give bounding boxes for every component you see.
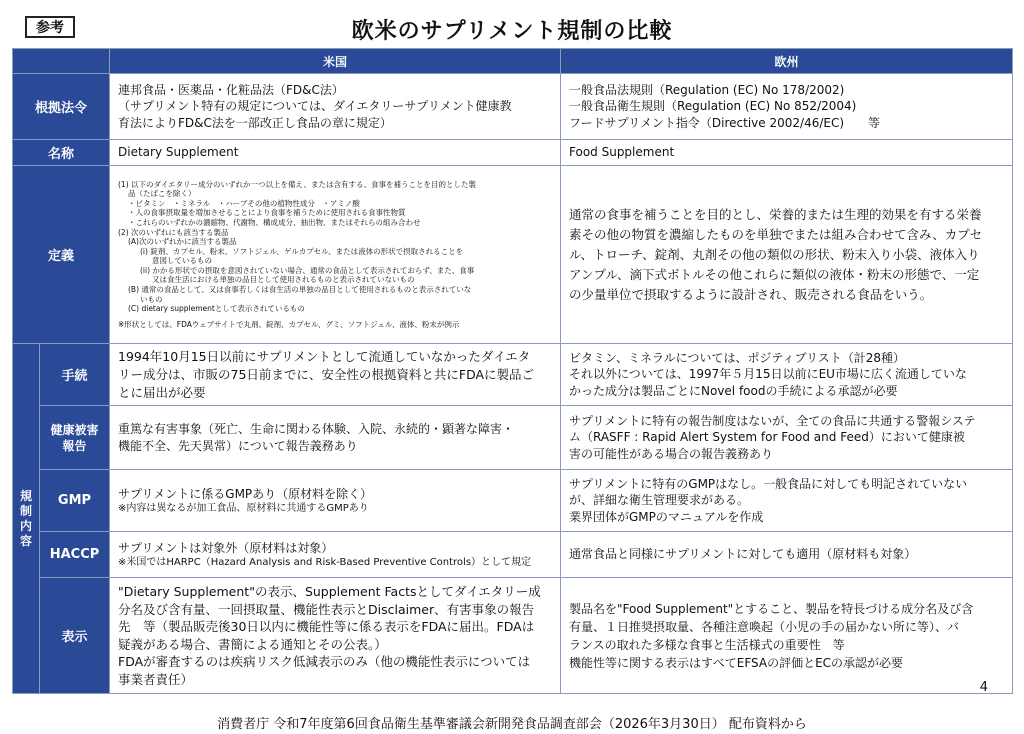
- def-line: (i) 錠剤、カプセル、粉末、ソフトジェル、ゲルカプセル、または液体の形状で摂取されることを: [140, 246, 464, 256]
- labeling-us-line: 分名及び含有量、一回摂取量、機能性表示とDisclaimer、有害事象の報告: [118, 601, 535, 617]
- def-line: ・これらのいずれかの濃縮物、代謝物、構成成分、抽出物、またはそれらの組み合わせ: [128, 217, 421, 227]
- gmp-us-note: ※内容は異なるが加工食品、原材料に共通するGMPあり: [118, 503, 369, 515]
- def-line: ・ビタミン ・ミネラル ・ハーブその他の植物性成分 ・アミノ酸: [128, 198, 360, 208]
- comparison-table: [12, 48, 1013, 694]
- law-eu-line: 一般食品衛生規則（Regulation (EC) No 852/2004): [569, 99, 857, 114]
- labeling-us-line: "Dietary Supplement"の表示、Supplement Factsとしてダイエタリー成: [118, 584, 541, 599]
- group-label-text: 規制内容: [19, 488, 32, 548]
- procedure-eu: [561, 344, 1013, 406]
- row-label-procedure: 手続: [40, 344, 110, 406]
- health-eu-line: サプリメントに特有の報告制度はないが、全ての食品に共通する警報システ: [569, 413, 976, 428]
- row-label-definition: 定義: [13, 166, 110, 344]
- row-label-haccp: HACCP: [40, 532, 110, 578]
- procedure-us: [110, 344, 561, 406]
- labeling-us-line: 事業者責任）: [118, 671, 194, 687]
- labeling-us-line: FDAが審査するのは疾病リスク低減表示のみ（他の機能性表示については: [118, 654, 531, 669]
- row-label-health-line: 報告: [62, 438, 87, 453]
- labeling-eu-line: 有量、１日推奨摂取量、各種注意喚起（小児の手の届かない所に等）、バ: [569, 619, 960, 634]
- header-row: [13, 49, 1013, 74]
- labeling-eu-line: 製品名を"Food Supplement"とすること、製品を特長づける成分名及び含: [569, 601, 974, 616]
- haccp-us: [110, 532, 561, 578]
- def-line: (C) dietary supplementとして表示されているもの: [128, 304, 305, 314]
- gmp-eu-line: が、詳細な衛生管理要求がある。: [569, 493, 750, 508]
- row-law: [13, 74, 1013, 140]
- row-label-health: [40, 406, 110, 470]
- row-health: [13, 406, 1013, 470]
- row-gmp: [13, 470, 1013, 532]
- labeling-us-line: 先 等（製品販売後30日以内に機能性等に係る表示をFDAに届出。FDAは: [118, 619, 535, 634]
- def-line: 又は食生活における単独の品目として使用されるものと表示されていないもの: [152, 275, 415, 285]
- def-eu-line: の少量単位で摂取するように設計され、販売される食品をいう。: [569, 286, 933, 302]
- def-line: (B) 通常の食品として、又は食事若しくは食生活の単独の品目として使用されるものと表示されていな: [128, 285, 472, 295]
- gmp-eu-line: サプリメントに特有のGMPはなし。一般食品に対しても明記されていない: [569, 476, 968, 491]
- health-eu: [561, 406, 1013, 470]
- header-us: 米国: [110, 49, 561, 74]
- procedure-us-line: 1994年10月15日以前にサプリメントとして流通していなかったダイエタ: [118, 348, 531, 364]
- labeling-us: [110, 578, 561, 694]
- gmp-eu: [561, 470, 1013, 532]
- row-label-gmp: GMP: [40, 470, 110, 532]
- page-number: 4: [979, 680, 988, 695]
- row-procedure: [13, 344, 1013, 406]
- row-labeling: [13, 578, 1013, 694]
- source-footer: 消費者庁 令和7年度第6回食品衛生基準審議会新開発食品調査部会（2026年3月30日） 配布資料から: [217, 717, 807, 732]
- def-eu-line: アンプル、滴下式ボトルその他これらに類似の液体・粉末の形態で、一定: [569, 266, 980, 282]
- procedure-eu-line: ビタミン、ミネラルについては、ポジティブリスト（計28種）: [569, 350, 906, 365]
- def-line: (1) 以下のダイエタリー成分のいずれか一つ以上を備え、または含有する、食事を補うことを目的とした製: [118, 179, 477, 189]
- row-haccp: [13, 532, 1013, 578]
- law-us-line: 育法によりFD&C法を一部改正し食品の章に規定）: [118, 115, 392, 130]
- definition-us: [110, 166, 561, 344]
- law-eu-line: 一般食品法規則（Regulation (EC) No 178/2002): [569, 82, 845, 97]
- health-us-line: 機能不全、先天異常）について報告義務あり: [118, 438, 358, 453]
- reference-badge: 参考: [25, 16, 75, 38]
- procedure-us-line: リー成分は、市販の75日前までに、安全性の根拠資料と共にFDAに製品ご: [118, 366, 535, 382]
- row-label-law: 根拠法令: [13, 74, 110, 140]
- gmp-us-main: サプリメントに係るGMPあり（原材料を除く）: [118, 486, 373, 501]
- row-label-health-line: 健康被害: [50, 422, 99, 437]
- health-us-line: 重篤な有害事象（死亡、生命に関わる体験、入院、永続的・顕著な障害・: [118, 422, 515, 436]
- def-eu-line: ル、トローチ、錠剤、丸剤その他の類似の形状、粉末入り小袋、液体入り: [569, 246, 980, 262]
- health-eu-line: ム（RASFF : Rapid Alert System for Food and Feed）において健康被: [569, 430, 965, 445]
- haccp-us-main: サプリメントは対象外（原材料は対象）: [118, 540, 334, 555]
- def-line: いもの: [140, 294, 163, 304]
- def-line: 品（たばこを除く）: [128, 189, 196, 199]
- def-line: ・人の食事摂取量を増加させることにより食事を補うために使用される食事性物質: [128, 208, 406, 218]
- gmp-eu-line: 業界団体がGMPのマニュアルを作成: [569, 509, 764, 524]
- haccp-eu: 通常食品と同様にサプリメントに対しても適用（原材料も対象）: [561, 532, 1013, 578]
- law-us-line: 連邦食品・医薬品・化粧品法（FD&C法）: [118, 82, 344, 97]
- name-us: Dietary Supplement: [110, 140, 561, 166]
- group-label-regulation: [13, 344, 40, 694]
- health-us: [110, 406, 561, 470]
- gmp-us: [110, 470, 561, 532]
- procedure-us-line: とに届出が必要: [118, 384, 206, 400]
- labeling-eu-line: ランスの取れた多様な食事と生活様式の重要性 等: [569, 637, 845, 652]
- procedure-eu-line: かった成分は製品ごとにNovel foodの手続による承認が必要: [569, 383, 898, 398]
- row-definition: [13, 166, 1013, 344]
- def-line: (A)次のいずれかに該当する製品: [128, 237, 237, 247]
- row-label-name: 名称: [13, 140, 110, 166]
- def-note: ※形状としては、FDAウェブサイトで丸剤、錠剤、カプセル、グミ、ソフトジェル、液体、粉末が例示: [118, 319, 460, 329]
- name-eu: Food Supplement: [561, 140, 1013, 166]
- header-eu: 欧州: [561, 49, 1013, 74]
- def-line: 意図しているもの: [152, 256, 212, 266]
- def-line: (ii) かかる形状での摂取を意図されていない場合、通常の食品として表示されておらず、また、食事: [140, 265, 475, 275]
- health-eu-line: 害の可能性がある場合の報告義務あり: [569, 446, 774, 461]
- def-eu-line: 素その他の物質を濃縮したものを単独でまたは組み合わせて含み、カプセ: [569, 226, 983, 242]
- labeling-us-line: 疑義がある場合、書簡による通知とその公表。）: [118, 636, 387, 652]
- def-line: (2) 次のいずれにも該当する製品: [118, 227, 229, 237]
- procedure-eu-line: それ以外については、1997年５月15日以前にEU市場に広く流通していな: [569, 367, 967, 382]
- law-eu-line: フードサプリメント指令（Directive 2002/46/EC) 等: [569, 115, 881, 130]
- def-eu-line: 通常の食事を補うことを目的とし、栄養的または生理的効果を有する栄養: [569, 206, 982, 222]
- law-us-line: （サプリメント特有の規定については、ダイエタリーサプリメント健康教: [118, 99, 512, 114]
- page-title: 欧米のサプリメント規制の比較: [351, 19, 673, 44]
- labeling-eu-line: 機能性等に関する表示はすべてEFSAの評価とECの承認が必要: [569, 655, 904, 670]
- row-label-labeling: 表示: [40, 578, 110, 694]
- definition-eu: [561, 166, 1013, 344]
- haccp-us-note: ※米国ではHARPC（Hazard Analysis and Risk-Based Preventive Controls）として規定: [118, 557, 532, 569]
- law-eu: [561, 74, 1013, 140]
- row-name: [13, 140, 1013, 166]
- law-us: [110, 74, 561, 140]
- labeling-eu: [561, 578, 1013, 694]
- header-corner: [13, 49, 110, 74]
